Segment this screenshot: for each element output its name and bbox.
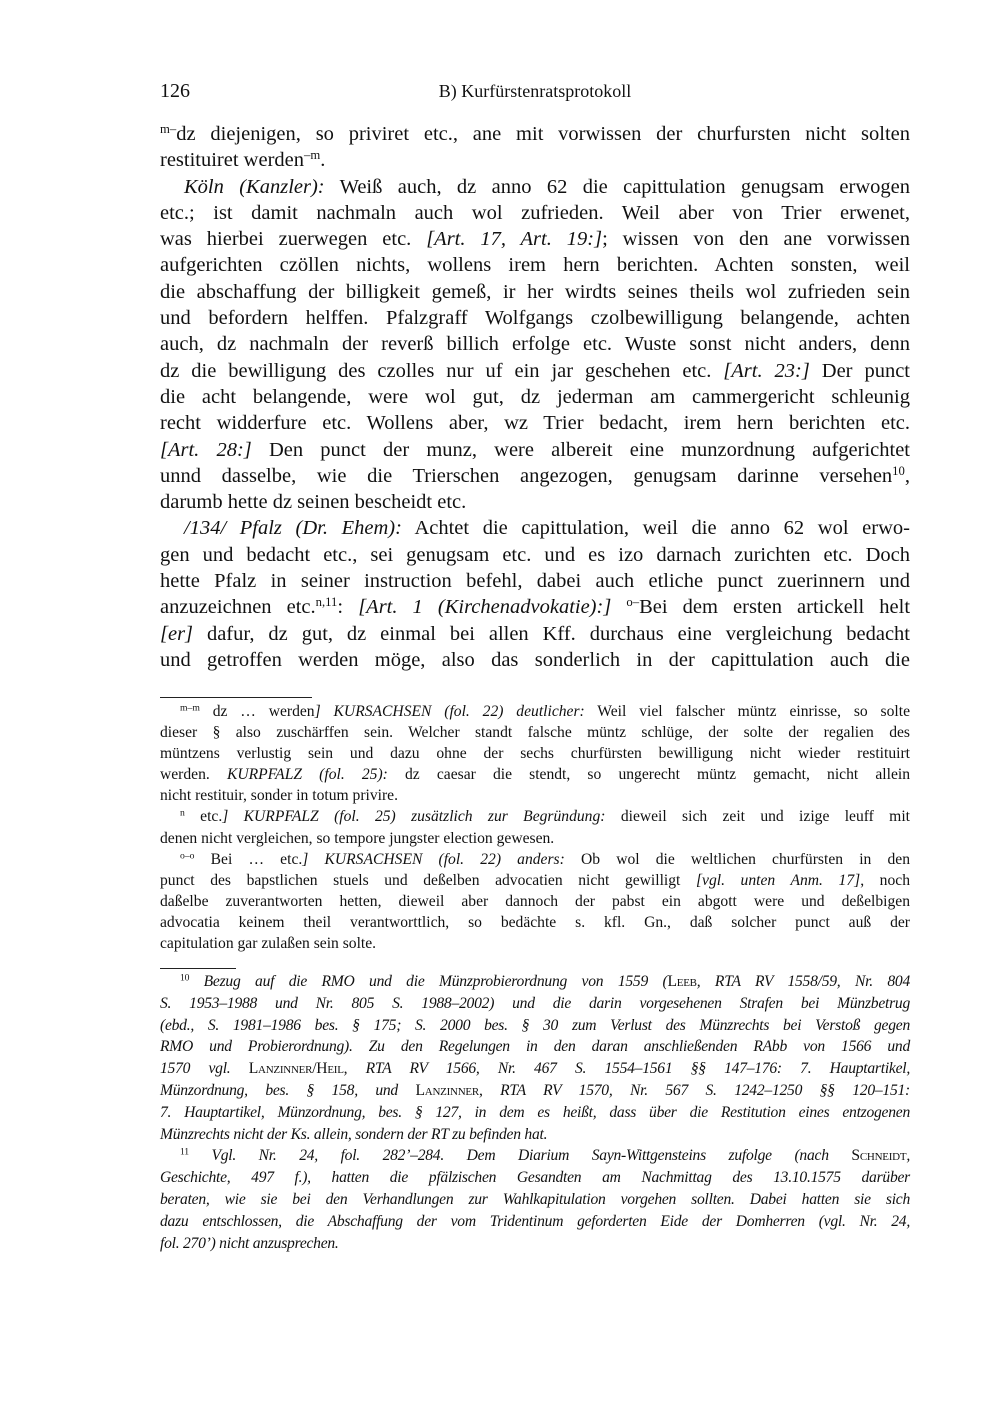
italic-text: Münzordnung, bes. § 158, und xyxy=(160,1081,416,1099)
italic-text: 7. Hauptartikel, Münzordnung, bes. § 127, in dem es heißt, dass über die Restitution eines entzogenen xyxy=(160,1103,910,1121)
italic-text: Bezug auf die RMO und die Münzprobierordnung von 1559 ( xyxy=(189,973,668,990)
italic-text: 1570 vgl. xyxy=(160,1060,249,1078)
text-line xyxy=(160,621,910,647)
text-line xyxy=(160,849,910,870)
text-segment: Lanzinner xyxy=(415,1081,479,1099)
italic-text: [vgl. unten Anm. 17] xyxy=(695,871,861,889)
italic-text: , xyxy=(906,1147,910,1165)
italic-text: [er] xyxy=(160,622,194,645)
text-line xyxy=(160,993,910,1015)
text-line xyxy=(160,1015,910,1037)
text-segment: dafur, dz gut, dz einmal bei allen Kff. durchaus eine vergleichung bedacht xyxy=(193,622,910,645)
text-line xyxy=(160,437,910,463)
text-segment: und befordern helffen. Pfalzgraff Wolfgangs czolbewilligung belangende, achten xyxy=(160,307,910,330)
text-segment: dieser § also zuschärffen sein. Welcher standt falsche müntz schlüge, der solte der regalien des xyxy=(160,724,910,742)
text-segment: Leeb xyxy=(667,973,697,990)
text-segment: aufgerichten czöllen nichts, wollens irem hern berichten. Achten sonsten, weil xyxy=(160,254,910,277)
italic-text: [Art. 17, Art. 19:] xyxy=(426,228,603,251)
text-line xyxy=(160,331,910,357)
text-line xyxy=(160,1058,910,1080)
italic-text: [Art. 1 (Kirchenadvokatie):] xyxy=(358,596,612,619)
note-marker: –m xyxy=(304,148,321,163)
text-line xyxy=(160,764,910,785)
text-segment: punct des bapstlichen stuels und deßelben advocatien nicht gewilligt xyxy=(160,871,696,889)
note-marker: 10 xyxy=(892,463,905,478)
italic-text: /134/ Pfalz (Dr. Ehem): xyxy=(184,517,402,540)
text-segment: Weiß auch, dz anno 62 die capittulation genugsam erwogen xyxy=(324,175,910,198)
text-segment: restituiret werden xyxy=(160,149,305,172)
text-line xyxy=(160,828,910,849)
text-line xyxy=(160,121,910,147)
text-segment xyxy=(611,596,626,618)
text-segment: dz … werden xyxy=(199,703,315,720)
text-line xyxy=(160,463,910,489)
note-marker: 10 xyxy=(180,972,190,984)
text-segment: etc.; ist damit nachmaln auch wol zufrieden. Weil aber von Trier erwenet, xyxy=(160,201,910,224)
text-segment: gen und bedacht etc., sei genugsam etc. und es izo darnach zurichten etc. Doch xyxy=(160,543,910,566)
text-segment: ; wissen von den ane vorwissen xyxy=(602,228,910,251)
footnotes xyxy=(160,971,910,1254)
text-line xyxy=(160,489,910,515)
text-segment: nicht restituir, sonder in totum privire. xyxy=(160,787,399,805)
text-line xyxy=(160,933,910,954)
italic-text: Geschichte, 497 f.), hatten die pfälzischen Gesandten am Nachmittag des 13.10.1575 darüber xyxy=(160,1169,910,1187)
text-segment: Den punct der munz, were albereit eine munzordnung aufgerichtet xyxy=(251,438,911,461)
text-segment: die acht belangende, were wol gut, dz jederman am cammergericht schleunig xyxy=(160,385,910,408)
text-segment: Lanzinner/Heil xyxy=(248,1060,344,1078)
text-segment: anzuzeichnen etc. xyxy=(160,596,316,619)
text-segment: , xyxy=(904,464,910,487)
italic-text: S. 1953–1988 und Nr. 805 S. 1988–2002) und die darin vorgesehenen Strafen bei Münzbetrug xyxy=(160,994,910,1012)
text-segment: . xyxy=(320,149,326,172)
text-segment: capitulation gar zulaßen sein solte. xyxy=(160,935,377,953)
italic-text: Vgl. Nr. 24, fol. 282’–284. Dem Diarium Sayn-Wittgensteins zufolge (nach xyxy=(188,1147,852,1165)
italic-text: [Art. 28:] xyxy=(160,438,252,461)
text-segment: advocatia keinem theil verantworttlich, so bedächte s. kfl. Gn., daß solcher punct auß der xyxy=(160,913,910,931)
text-segment: dieweil sich zeit und izige leuff mit xyxy=(605,808,910,826)
text-line xyxy=(160,806,910,827)
note-marker: 11 xyxy=(180,1147,189,1159)
text-segment: Schneidt xyxy=(851,1147,907,1165)
italic-text: , RTA RV 1566, Nr. 467 S. 1554–1561 §§ 147–176: 7. Hauptartikel, xyxy=(343,1060,910,1078)
text-line xyxy=(160,279,910,305)
textual-notes-rule xyxy=(160,697,312,698)
page-number: 126 xyxy=(160,80,190,102)
note-marker: n xyxy=(180,808,185,820)
text-line xyxy=(160,542,910,568)
italic-text: ] KURSACHSEN (fol. 22) deutlicher: xyxy=(314,703,585,720)
main-text xyxy=(160,121,910,673)
italic-text: ] KURSACHSEN (fol. 22) anders: xyxy=(302,850,565,868)
note-marker: o–o xyxy=(180,850,195,862)
note-marker: o– xyxy=(626,595,640,610)
text-line xyxy=(160,594,910,620)
text-segment: die abschaffung der billigkeit gemeß, ir her wirdts seines theils wol zufrieden sein xyxy=(160,280,910,303)
text-line xyxy=(160,722,910,743)
text-segment: etc. xyxy=(184,808,223,826)
text-line xyxy=(160,1102,910,1124)
text-line xyxy=(160,1189,910,1211)
text-line xyxy=(160,1211,910,1233)
running-title: B) Kurfürstenratsprotokoll xyxy=(438,81,632,101)
italic-text: dazu entschlossen, die Abschaffung der vom Tridentinum geforderten Eide der Domherren (vgl. Nr. 24, xyxy=(160,1212,910,1230)
text-line xyxy=(160,1145,910,1167)
text-line xyxy=(160,912,910,933)
note-marker: m– xyxy=(160,122,177,137)
text-line xyxy=(160,226,910,252)
text-segment: darumb hette dz seinen bescheidt etc. xyxy=(160,491,467,514)
page-header xyxy=(160,80,910,108)
text-line xyxy=(160,147,910,173)
text-line xyxy=(160,1080,910,1102)
text-segment: dz caesar die stendt, so ungerecht müntz gemacht, nicht allein xyxy=(387,766,910,784)
text-line xyxy=(160,305,910,331)
text-line xyxy=(160,174,910,200)
text-segment: daßelbe zuverantworten hetten, dieweil aber dannoch der pabst ein abgott were und deßelbigen xyxy=(160,892,910,910)
italic-text: beraten, wie sie bei den Verhandlungen zur Wahlkapitulation vorgehen sollten. Dabei hatten sie sich xyxy=(160,1190,910,1208)
italic-text: Münzrechts nicht der Ks. allein, sondern der RT zu befinden hat. xyxy=(160,1125,548,1143)
text-segment: Der punct xyxy=(809,359,910,382)
text-line xyxy=(160,971,910,993)
italic-text: fol. 270’) nicht anzusprechen. xyxy=(160,1234,339,1252)
text-line xyxy=(160,870,910,891)
italic-text: , RTA RV 1570, Nr. 567 S. 1242–1250 §§ 120–151: xyxy=(478,1081,910,1099)
text-segment: Bei dem ersten artickell helt xyxy=(639,596,911,619)
text-segment: : xyxy=(337,596,359,619)
text-line xyxy=(160,891,910,912)
text-segment: unnd dasselbe, wie die Trierschen angezogen, genugsam darinne versehen xyxy=(160,464,893,487)
italic-text: , RTA RV 1558/59, Nr. 804 xyxy=(696,973,910,990)
italic-text: [Art. 23:] xyxy=(723,359,810,382)
italic-text: Köln (Kanzler): xyxy=(184,175,325,198)
italic-text: (ebd., S. 1981–1986 bes. § 175; S. 2000 bes. § 30 zum Verlust des Münzrechts bei Verstoß gegen xyxy=(160,1016,910,1034)
text-segment: dz diejenigen, so priviret etc., ane mit vorwissen der churfursten nicht solten xyxy=(176,123,910,145)
text-segment: werden. xyxy=(160,766,227,784)
text-line xyxy=(160,410,910,436)
text-segment: Bei … etc. xyxy=(194,850,303,868)
text-segment: hette Pfalz in seiner instruction befehl, dabei auch etliche punct zuerinnern und xyxy=(160,570,910,593)
note-marker: m–m xyxy=(180,702,200,714)
text-segment: und getroffen werden möge, also das sonderlich in der capittulation auch die xyxy=(160,648,910,671)
text-segment: müntzens verlustig sein und dazu ohne der sechs churfürsten bewilligung nicht wieder restituirt xyxy=(160,745,910,763)
text-segment: Weil viel falscher müntz einrisse, so solte xyxy=(584,703,910,720)
text-line xyxy=(160,515,910,541)
text-line xyxy=(160,1036,910,1058)
text-segment: was hierbei zuerwegen etc. xyxy=(160,228,427,251)
text-line xyxy=(160,743,910,764)
text-line xyxy=(160,647,910,673)
text-segment: denen nicht vergleichen, so tempore jungster election gewesen. xyxy=(160,829,555,847)
text-line xyxy=(160,200,910,226)
note-marker: n,11 xyxy=(315,595,338,610)
text-segment: auch, dz nachmaln der reverß billich erfolge etc. Wuste sonst nicht anders, denn xyxy=(160,333,910,356)
text-line xyxy=(160,358,910,384)
text-line xyxy=(160,1124,910,1146)
text-line xyxy=(160,568,910,594)
text-line xyxy=(160,1233,910,1255)
text-line xyxy=(160,384,910,410)
textual-notes xyxy=(160,701,910,954)
text-line xyxy=(160,785,910,806)
text-segment: dz die bewilligung des czolles nur uf ein jar geschehen etc. xyxy=(160,359,724,382)
italic-text: ] KURPFALZ (fol. 25) zusätzlich zur Begründung: xyxy=(222,808,606,826)
italic-text: KURPFALZ (fol. 25): xyxy=(226,766,388,784)
text-line xyxy=(160,252,910,278)
text-segment: Achtet die capittulation, weil die anno 62 wol erwo- xyxy=(401,517,910,540)
text-segment: Ob wol die weltlichen churfürsten in den xyxy=(564,850,910,868)
text-line xyxy=(160,1167,910,1189)
text-segment: , noch xyxy=(860,871,910,889)
footnotes-rule xyxy=(160,968,236,969)
text-line xyxy=(160,701,910,722)
text-segment: recht widderfure etc. Wollens aber, wz Trier bedacht, irem hern berichten etc. xyxy=(160,412,910,435)
italic-text: RMO und Probierordnung). Zu den Regelungen in den daran anschließenden RAbb von 1566 und xyxy=(160,1038,910,1056)
